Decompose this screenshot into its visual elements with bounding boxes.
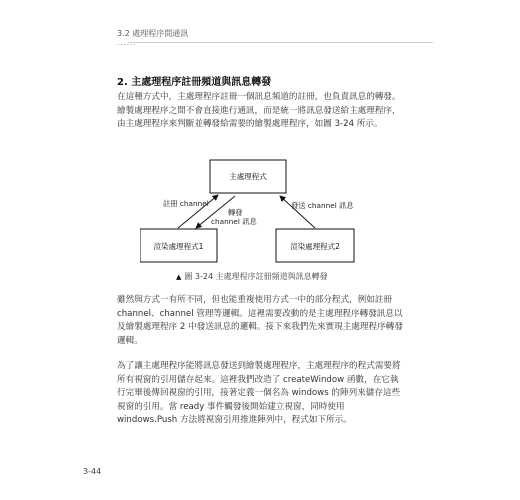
register-channel-label: 註冊 channel [163, 199, 209, 208]
channel-message-label: channel 訊息 [211, 217, 257, 226]
triangle-icon: ▲ [176, 273, 182, 281]
main-process-label: 主處理程式 [229, 172, 267, 181]
paragraph-implementation: 為了讓主處理程序能將訊息發送到繪製處理程序，主處理程序的程式需要將所有視窗的引用儲存起來。這裡我們改造了 createWindow 函數，在它執行完畢後傳回視窗的引用，接著定義一個名為 windows 的陣列來儲存這些視窗的引用。當 ready 事件觸發後開始建立視窗，同時使用 windows.Push 方法將視窗引用推進陣列中，程式如下所示。 [117, 361, 401, 426]
send-channel-label: 發送 channel 訊息 [291, 201, 354, 210]
header-rule [128, 42, 433, 43]
header-dots: ...... [117, 39, 137, 47]
paragraph-intro: 在這種方式中，主處理程序註冊一個訊息頻道的註冊，也負責訊息的轉發。繪製處理程序之間不會直接進行通訊，而是統一將訊息發送給主處理程序，由主處理程序來判斷並轉發給需要的繪製處理程序，如圖 3-24 所示。 [117, 92, 401, 130]
figure-diagram [140, 157, 380, 282]
figure-caption [176, 271, 328, 282]
paragraph-approach: 雖然與方式一有所不同，但也能重複使用方式一中的部分程式，例如註冊 channel、channel 管理等邏輯。這裡需要改動的是主處理程序轉發訊息以及繪製處理程序 2 中發送訊息的邏輯。接下來我們先來實現主處理程序轉發邏輯。 [117, 295, 403, 346]
forward-label: 轉發 [228, 208, 243, 217]
caption-text: 圖 3-24 主處理程序註冊頻道與訊息轉發 [184, 272, 328, 281]
section-title: 2. 主處理程序註冊頻道與訊息轉發 [117, 77, 272, 88]
renderer-1-label: 渲染處理程式1 [153, 242, 204, 251]
running-head: 3.2 處理程序間通訊 [117, 29, 189, 38]
renderer-2-label: 渲染處理程式2 [290, 242, 340, 251]
page-number: 3-44 [83, 467, 102, 476]
